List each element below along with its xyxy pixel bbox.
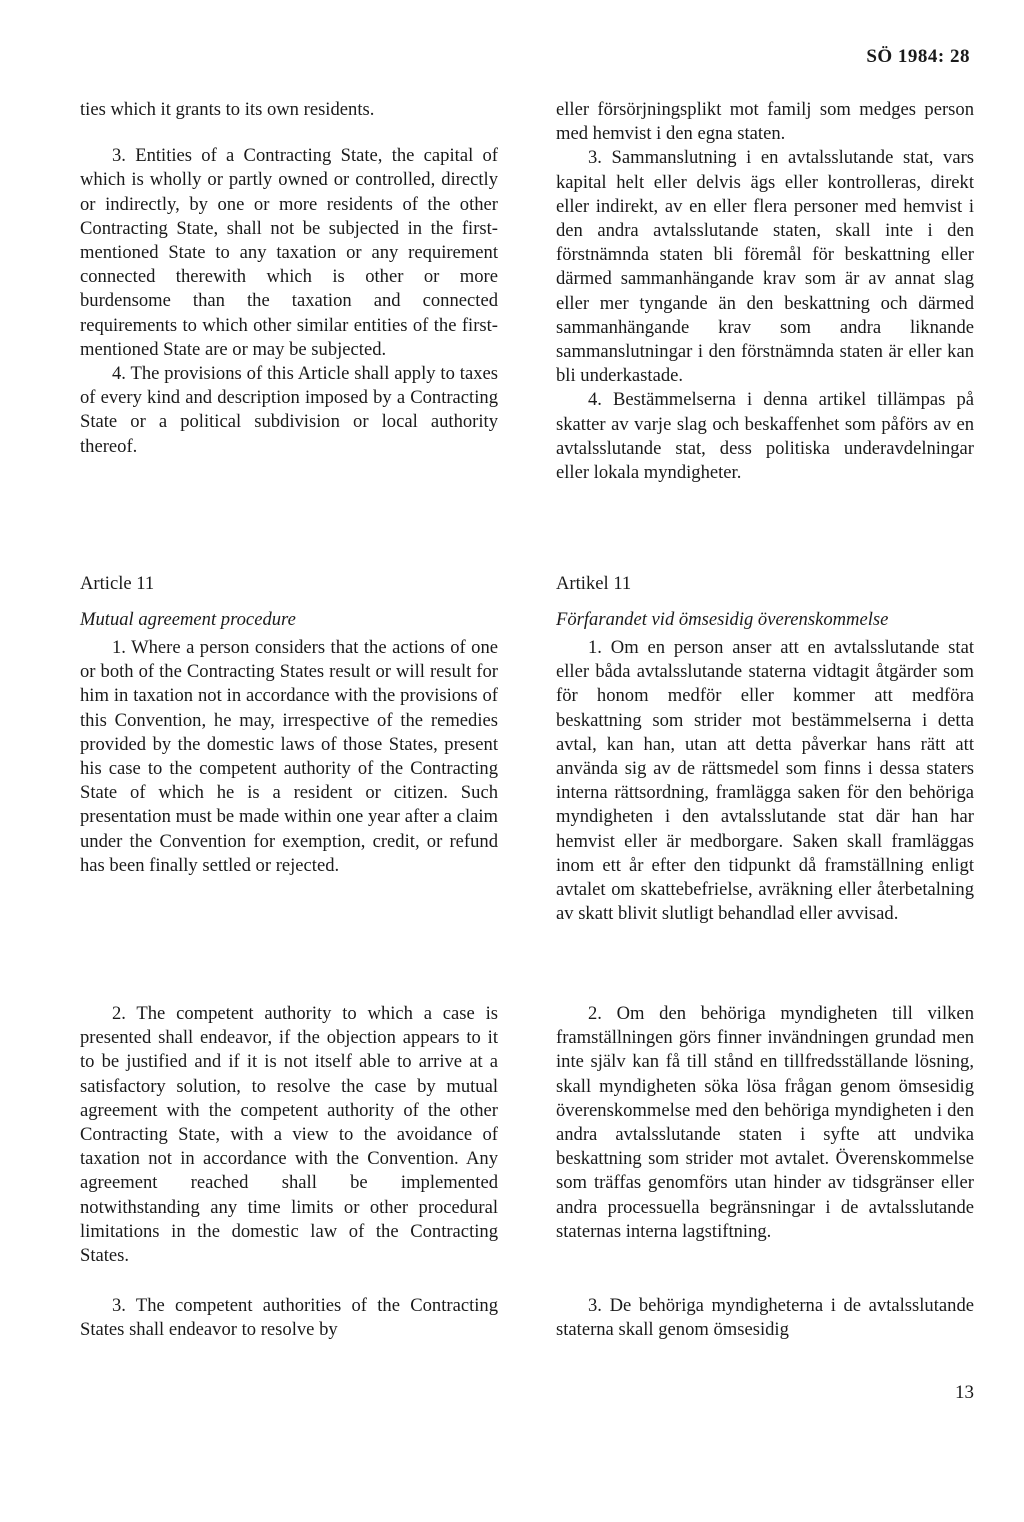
left-continuation-paragraph: ties which it grants to its own residents. [80,99,375,120]
left-article-heading [80,572,498,632]
right-article-paragraph-2-block [556,1002,974,1244]
right-paragraph-3: 3. Sammanslutning i en avtalsslutande stat, vars kapital helt eller delvis ägs eller kontrolleras, direkt eller indirekt, av en eller flera personer med hemvist i den andra avtalsslutande staten, skall inte i den förstnämnda staten bli föremål för beskattning eller därmed sammanhängande krav som är av annat slag eller mer tyngande än den beskattning och därmed sammanhängande krav som andra liknande sammanslutningar i den förstnämnda staten är eller kan bli underkastade. [556,147,974,387]
right-article-paragraph-1-block [556,636,974,926]
left-article-paragraph-2: 2. The competent authority to which a case is presented shall endeavor, if the objection appears to it to be justified and if it is not itself able to arrive at a satisfactory solution, to resolve the case by mutual agreement with the competent authority of the other Contracting State, with a view to the avoidance of taxation not in accordance with the Convention. Any agreement reached shall be implemented notwithstanding any time limits or other procedural limitations in the domestic law of the Contracting States. [80,1003,498,1267]
left-article-paragraph-3-block [80,1294,498,1342]
right-article-paragraph-3-block [556,1294,974,1342]
right-article-paragraph-2: 2. Om den behöriga myndigheten till vilken framställningen görs finner invändningen grundad men inte själv kan få till stånd en tillfredsställande lösning, skall myndigheten söka lösa frågan genom ömsesidig överenskommelse med den behöriga myndigheten i den andra avtalsslutande staten i syfte att undvika beskattning som strider mot avtalet. Överenskommelse som träffas genomförs utan hinder av tidsgränser eller andra processuella begränsningar i de avtalsslutande staternas interna lagstiftning. [556,1003,974,1242]
left-article-paragraph-1-block [80,636,498,878]
right-paragraph-4: 4. Bestämmelserna i denna artikel tillämpas på skatter av varje slag och beskaffenhet som påförs av en avtalsslutande stat, dess politiska underavdelningar eller lokala myndigheter. [556,389,974,484]
left-column-top [80,98,498,459]
left-article-subtitle: Mutual agreement procedure [80,609,296,630]
page-number: 13 [955,1382,974,1403]
right-article-title: Artikel 11 [556,573,632,594]
right-article-paragraph-1: 1. Om en person anser att en avtalsslutande stat eller båda avtalsslutande staterna vidtagit åtgärder som för honom medför eller kommer att medföra beskattning som strider mot bestämmelserna i detta avtal, kan han, utan att detta påverkar hans rätt att använda sig av de rättsmedel som finns i dessa staters interna rättsordning, framlägga saken för den behöriga myndigheten i den avtalsslutande stat där han har hemvist eller är medborgare. Saken skall framläggas inom ett år efter den tidpunkt då framställning enligt avtalet om skattebefrielse, avräkning eller återbetalning av skatt blivit slutligt behandlad eller avvisad. [556,637,974,925]
right-article-heading [556,572,974,632]
right-article-paragraph-3: 3. De behöriga myndigheterna i de avtalsslutande staterna skall genom ömsesidig [556,1295,974,1341]
left-article-paragraph-1: 1. Where a person considers that the actions of one or both of the Contracting States result or will result for him in taxation not in accordance with the provisions of this Convention, he may, irrespective of the remedies provided by the domestic laws of those States, present his case to the competent authority of the Contracting State of which he is a resident or citizen. Such presentation must be made within one year after a claim under the Convention for exemption, credit, or refund has been finally settled or rejected. [80,637,498,876]
left-article-paragraph-3: 3. The competent authorities of the Contracting States shall endeavor to resolve by [80,1295,498,1341]
right-article-subtitle: Förfarandet vid ömsesidig överenskommelse [556,609,889,630]
left-paragraph-3: 3. Entities of a Contracting State, the capital of which is wholly or partly owned or controlled, directly or indirectly, by one or more residents of the other Contracting State, shall not be subjected in the first-mentioned State to any taxation or any requirement connected therewith which is other or more burdensome than the taxation and connected requirements to which other similar entities of the first-mentioned State are or may be subjected. [80,145,498,360]
right-continuation-paragraph: eller försörjningsplikt mot familj som medges person med hemvist i den egna staten. [556,99,974,145]
right-column-top [556,98,974,485]
left-article-title: Article 11 [80,573,155,594]
document-reference: SÖ 1984: 28 [866,46,970,67]
left-paragraph-4: 4. The provisions of this Article shall apply to taxes of every kind and description imposed by a Contracting State or a political subdivision or local authority thereof. [80,363,498,457]
left-article-paragraph-2-block [80,1002,498,1268]
